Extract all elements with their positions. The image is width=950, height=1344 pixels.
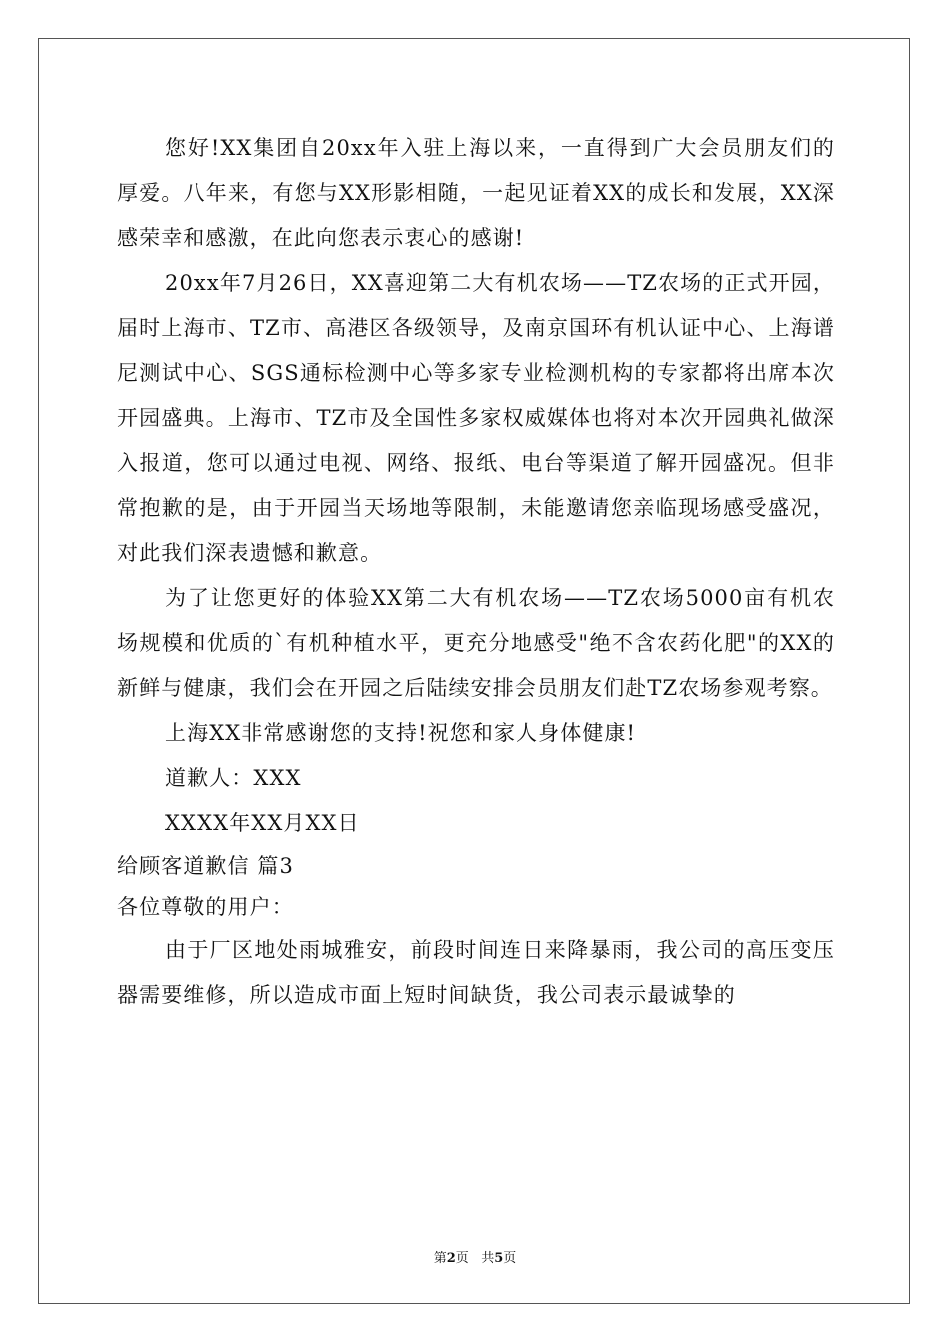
section-title: 给顾客道歉信 篇3 [117, 854, 294, 878]
page-prefix: 第 [433, 1251, 447, 1266]
page-suffix: 页 [455, 1251, 469, 1266]
letter-date: XXXX年XX月XX日 [165, 811, 360, 835]
paragraph-thanks: 上海XX非常感谢您的支持!祝您和家人身体健康! [165, 721, 637, 745]
total-suffix: 页 [503, 1251, 517, 1266]
salutation: 各位尊敬的用户： [117, 895, 294, 919]
total-page-count: 5 [494, 1251, 504, 1266]
paragraph-opening-announcement: 20xx年7月26日，XX喜迎第二大有机农场——TZ农场的正式开园，届时上海市、TZ市、高港区各级领导，及南京国环有机认证中心、上海谱尼测试中心、SGS通标检测中心等多家专业检测机构的专家都将出席本次开园盛典。上海市、TZ市及全国性多家权威媒体也将对本次开园典礼做深入报道，您可以通过电视、网络、报纸、电台等渠道了解开园盛况。但非常抱歉的是，由于开园当天场地等限制，未能邀请您亲临现场感受盛况，对此我们深表遗憾和歉意。 [117, 271, 835, 565]
page-footer [0, 1247, 950, 1266]
paragraph-apology: 由于厂区地处雨城雅安，前段时间连日来降暴雨，我公司的高压变压器需要维修，所以造成市面上短时间缺货，我公司表示最诚挚的 [117, 938, 835, 1007]
paragraph-visit-arrangement: 为了让您更好的体验XX第二大有机农场——TZ农场5000亩有机农场规模和优质的`有机种植水平，更充分地感受"绝不含农药化肥"的XX的新鲜与健康，我们会在开园之后陆续安排会员朋友们赴TZ农场参观考察。 [117, 586, 835, 700]
paragraph-greeting: 您好!XX集团自20xx年入驻上海以来，一直得到广大会员朋友们的厚爱。八年来，有您与XX形影相随，一起见证着XX的成长和发展，XX深感荣幸和感激，在此向您表示衷心的感谢! [117, 136, 835, 250]
signature: 道歉人：XXX [165, 766, 302, 790]
letter-body [117, 126, 835, 1018]
total-prefix: 共 [481, 1251, 495, 1266]
current-page-number: 2 [446, 1251, 456, 1266]
